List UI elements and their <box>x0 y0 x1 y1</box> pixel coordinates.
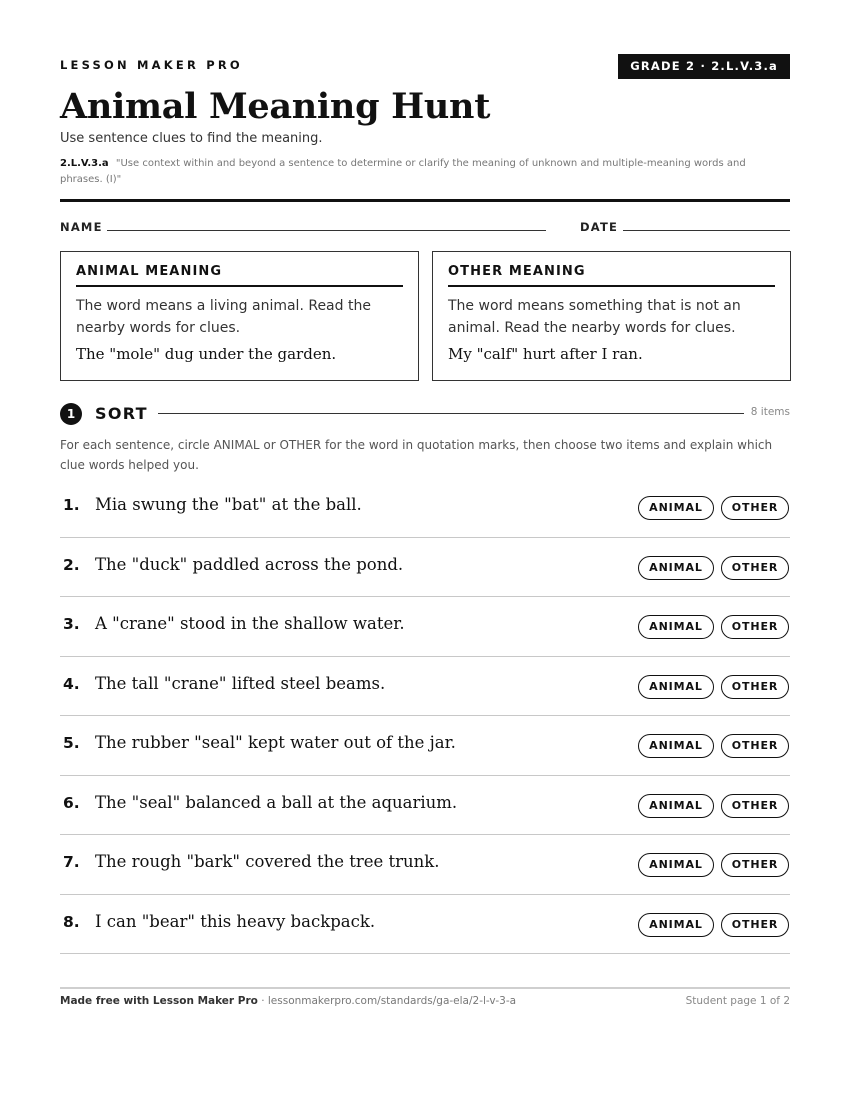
other-choice[interactable]: OTHER <box>721 794 789 818</box>
list-item <box>60 657 790 717</box>
standard-description <box>60 156 790 188</box>
name-label: NAME <box>60 220 103 234</box>
item-sentence: The "seal" balanced a ball at the aquarium. <box>95 792 458 812</box>
card-description: The word means something that is not an animal. Read the nearby words for clues. <box>448 298 741 336</box>
other-meaning-card <box>432 251 791 381</box>
page-subtitle: Use sentence clues to find the meaning. <box>60 131 323 146</box>
animal-choice[interactable]: ANIMAL <box>638 794 714 818</box>
animal-choice[interactable]: ANIMAL <box>638 556 714 580</box>
item-number: 7. <box>63 853 80 871</box>
standard-text: "Use context within and beyond a sentence to determine or clarify the meaning of unknown and multiple-meaning words and phrases. (I)" <box>60 158 746 185</box>
section-number-badge: 1 <box>60 403 82 425</box>
brand-name: LESSON MAKER PRO <box>60 58 243 72</box>
item-number: 3. <box>63 615 80 633</box>
animal-meaning-card <box>60 251 419 381</box>
list-item <box>60 895 790 955</box>
list-item <box>60 597 790 657</box>
item-sentence: I can "bear" this heavy backpack. <box>95 911 376 931</box>
card-example: My "calf" hurt after I ran. <box>448 345 643 363</box>
footer-credit <box>60 995 516 1007</box>
footer-url: · lessonmakerpro.com/standards/ga-ela/2-l-v-3-a <box>257 995 517 1007</box>
list-item <box>60 716 790 776</box>
animal-choice[interactable]: ANIMAL <box>638 615 714 639</box>
item-sentence: The rough "bark" covered the tree trunk. <box>95 852 440 871</box>
item-number: 1. <box>63 496 80 514</box>
other-choice[interactable]: OTHER <box>721 734 789 758</box>
item-sentence: The rubber "seal" kept water out of the jar. <box>95 733 456 752</box>
card-example: The "mole" dug under the garden. <box>76 345 337 363</box>
card-heading: ANIMAL MEANING <box>76 264 403 287</box>
item-sentence: A "crane" stood in the shallow water. <box>95 614 405 633</box>
item-sentence: The tall "crane" lifted steel beams. <box>95 673 386 693</box>
standard-code: 2.L.V.3.a <box>60 158 109 169</box>
name-field[interactable] <box>107 230 546 231</box>
list-item <box>60 776 790 836</box>
item-number: 8. <box>63 912 80 931</box>
list-item <box>60 835 790 895</box>
footer-made-with: Made free with Lesson Maker Pro <box>60 995 258 1007</box>
other-choice[interactable]: OTHER <box>721 615 789 639</box>
item-number: 2. <box>63 555 80 574</box>
item-number: 4. <box>63 674 80 693</box>
card-description: The word means a living animal. Read the nearby words for clues. <box>76 298 371 336</box>
item-number: 5. <box>63 734 80 752</box>
date-label: DATE <box>580 220 619 234</box>
page-title: Animal Meaning Hunt <box>60 86 491 127</box>
animal-choice[interactable]: ANIMAL <box>638 913 714 937</box>
footer-divider <box>60 987 790 989</box>
item-number: 6. <box>63 793 80 812</box>
animal-choice[interactable]: ANIMAL <box>638 496 714 520</box>
item-sentence: Mia swung the "bat" at the ball. <box>95 495 362 514</box>
sentence-list <box>60 478 790 954</box>
list-item <box>60 478 790 538</box>
footer-page-number: Student page 1 of 2 <box>685 995 790 1007</box>
animal-choice[interactable]: ANIMAL <box>638 675 714 699</box>
date-field[interactable] <box>623 230 790 231</box>
item-sentence: The "duck" paddled across the pond. <box>95 554 404 574</box>
section-instructions: For each sentence, circle ANIMAL or OTHER for the word in quotation marks, then choose two items and explain which clue words helped you. <box>60 438 773 472</box>
other-choice[interactable]: OTHER <box>721 913 789 937</box>
section-divider <box>158 413 744 414</box>
grade-badge: GRADE 2 · 2.L.V.3.a <box>618 54 790 79</box>
other-choice[interactable]: OTHER <box>721 675 789 699</box>
header-divider <box>60 199 790 202</box>
animal-choice[interactable]: ANIMAL <box>638 734 714 758</box>
other-choice[interactable]: OTHER <box>721 496 789 520</box>
card-heading: OTHER MEANING <box>448 264 775 287</box>
worksheet-page <box>60 0 790 1100</box>
section-title: SORT <box>95 404 148 423</box>
animal-choice[interactable]: ANIMAL <box>638 853 714 877</box>
item-count: 8 items <box>750 406 790 418</box>
other-choice[interactable]: OTHER <box>721 556 789 580</box>
other-choice[interactable]: OTHER <box>721 853 789 877</box>
list-item <box>60 538 790 598</box>
